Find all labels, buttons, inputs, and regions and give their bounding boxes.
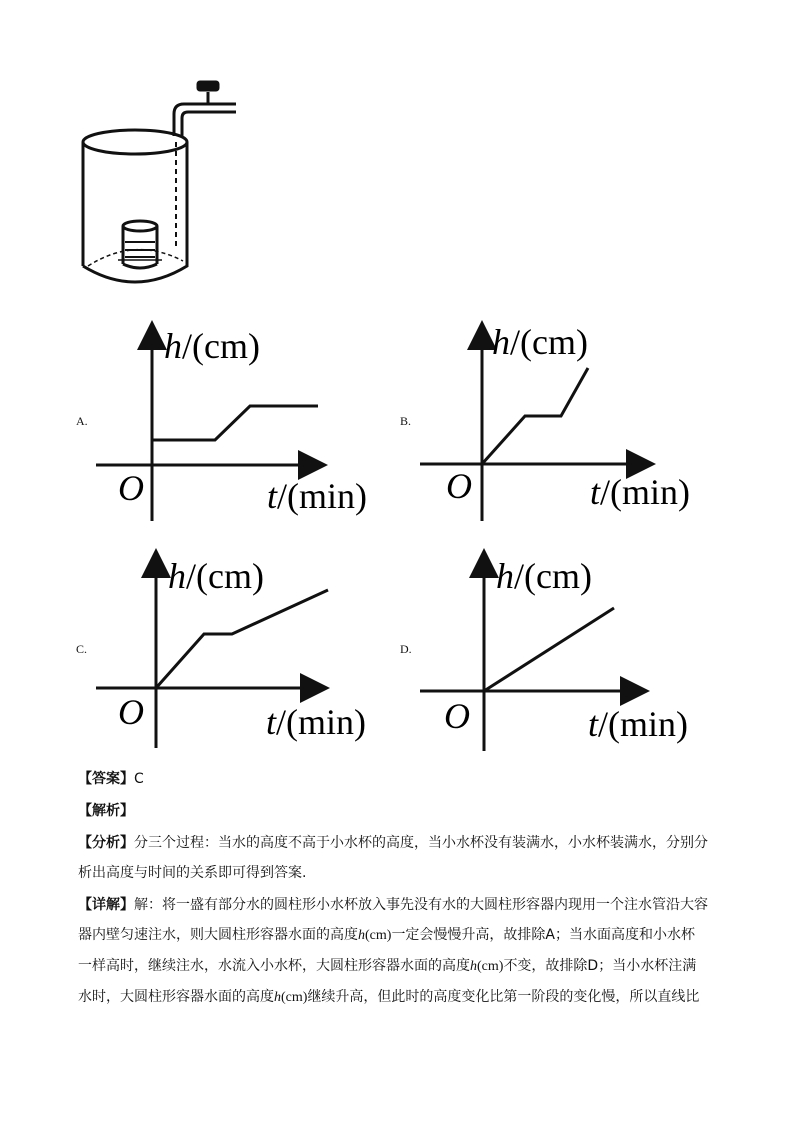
option-c-graph bbox=[92, 548, 387, 753]
height-curve bbox=[484, 608, 614, 691]
analysis-label: 【解析】 bbox=[78, 803, 134, 819]
h-axis-label: h/(cm) bbox=[496, 556, 592, 596]
fenxi-line2: 析出高度与时间的关系即可得到答案. bbox=[78, 865, 307, 881]
option-d-graph bbox=[418, 548, 713, 753]
t-axis-label: t/(min) bbox=[266, 702, 366, 742]
option-a-graph bbox=[92, 318, 387, 523]
option-d-label: D. bbox=[400, 642, 412, 656]
container-illustration bbox=[78, 76, 248, 291]
xiangjie-line3b: 不变，故排除D；当小水杯注满 bbox=[503, 958, 697, 974]
xiangjie-line4a: 水时，大圆柱形容器水面的高度 bbox=[78, 989, 274, 1005]
origin-label: O bbox=[118, 468, 144, 508]
h-axis-label: h/(cm) bbox=[492, 322, 588, 362]
height-variable: h(cm) bbox=[358, 928, 392, 943]
height-curve bbox=[152, 406, 318, 440]
xiangjie-label: 【详解】 bbox=[78, 897, 134, 913]
h-axis-label: h/(cm) bbox=[168, 556, 264, 596]
t-axis-label: t/(min) bbox=[588, 704, 688, 744]
option-b-graph bbox=[418, 318, 713, 523]
fenxi-line1: 分三个过程：当水的高度不高于小水杯的高度，当小水杯没有装满水，小水杯装满水，分别分 bbox=[134, 835, 708, 851]
answer-label: 【答案】 bbox=[78, 771, 134, 787]
h-axis-label: h/(cm) bbox=[164, 326, 260, 366]
origin-label: O bbox=[446, 466, 472, 506]
option-b-label: B. bbox=[400, 414, 412, 428]
height-curve bbox=[482, 368, 588, 464]
xiangjie-line2b: 一定会慢慢升高，故排除A；当水面高度和小水杯 bbox=[391, 927, 696, 943]
answer-line bbox=[78, 764, 718, 794]
answer-value: C bbox=[134, 771, 144, 787]
t-axis-label: t/(min) bbox=[267, 476, 367, 516]
origin-label: O bbox=[118, 692, 144, 732]
origin-label: O bbox=[444, 696, 470, 736]
height-variable: h(cm) bbox=[470, 959, 504, 974]
xiangjie-line1: 解：将一盛有部分水的圆柱形小水杯放入事先没有水的大圆柱形容器内现用一个注水管沿大容 bbox=[134, 897, 708, 913]
t-axis-label: t/(min) bbox=[590, 472, 690, 512]
height-variable: h(cm) bbox=[274, 990, 308, 1005]
height-curve bbox=[156, 590, 328, 688]
fenxi-paragraph bbox=[78, 828, 718, 888]
option-c-label: C. bbox=[76, 642, 88, 656]
fenxi-label: 【分析】 bbox=[78, 835, 134, 851]
xiangjie-paragraph bbox=[78, 890, 718, 1013]
analysis-heading bbox=[78, 796, 718, 826]
xiangjie-line3a: 一样高时，继续注水，水流入小水杯，大圆柱形容器水面的高度 bbox=[78, 958, 470, 974]
xiangjie-line2a: 器内壁匀速注水，则大圆柱形容器水面的高度 bbox=[78, 927, 358, 943]
option-a-label: A. bbox=[76, 414, 88, 428]
xiangjie-line4b: 继续升高，但此时的高度变化比第一阶段的变化慢，所以直线比 bbox=[307, 989, 700, 1005]
